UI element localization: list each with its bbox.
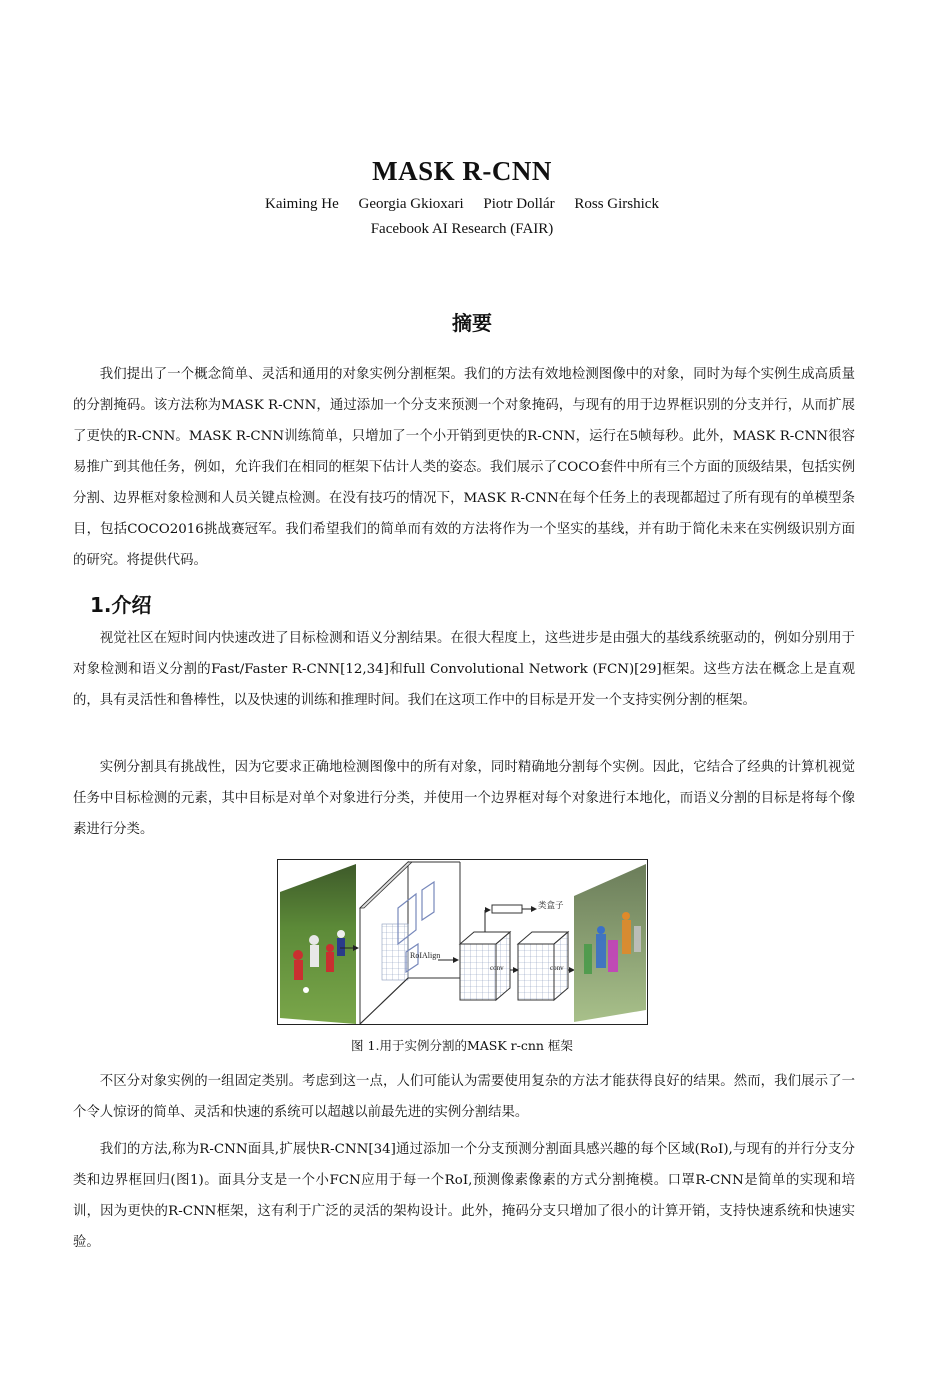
paper-title: MASK R-CNN bbox=[372, 156, 552, 186]
abstract-heading: 摘要 bbox=[452, 311, 492, 335]
abstract-text: 我们提出了一个概念简单、灵活和通用的对象实例分割框架。我们的方法有效地检测图像中的对象，同时为每个实例生成高质量的分割掩码。该方法称为MASK R-CNN，通过添加一个分支来预测一个对象掩码，与现有的用于边界框识别的分支并行，从而扩展了更快的R-CNN。MASK R-CNN训练简单，只增加了一个小开销到更快的R-CNN，运行在5帧每秒。此外，MASK R-CNN很容易推广到其他任务，例如，允许我们在相同的框架下估计人类的姿态。我们展示了COCO套件中所有三个方面的顶级结果，包括实例分割、边界框对象检测和人员关键点检测。在没有技巧的情况下，MASK R-CNN在每个任务上的表现都超过了所有现有的单模型条目，包括COCO2016挑战赛冠军。我们希望我们的简单而有效的方法将作为一个坚实的基线，并有助于简化未来在实例级识别方面的研究。将提供代码。 bbox=[73, 367, 855, 568]
section-heading-introduction: 1.介绍 bbox=[90, 593, 152, 617]
fc-layer bbox=[492, 905, 522, 913]
figure-mask-rcnn-framework bbox=[277, 859, 648, 1025]
intro-paragraph-2: 实例分割具有挑战性，因为它要求正确地检测图像中的所有对象，同时精确地分割每个实例。因此，它结合了经典的计算机视觉任务中目标检测的元素，其中目标是对单个对象进行分类，并使用一个边界框对每个对象进行本地化，而语义分割的目标是将每个像素进行分类。 bbox=[73, 760, 855, 837]
class-box-label: 类盒子 bbox=[538, 901, 564, 911]
author-list bbox=[0, 196, 924, 213]
affiliation: Facebook AI Research (FAIR) bbox=[370, 221, 554, 237]
intro-paragraph-3: 不区分对象实例的一组固定类别。考虑到这一点，人们可能认为需要使用复杂的方法才能获得良好的结果。然而，我们展示了一个令人惊讶的简单、灵活和快速的系统可以超越以前最先进的实例分割结果。 bbox=[73, 1074, 855, 1120]
conv-label-2: conv bbox=[550, 964, 564, 972]
framework-diagram bbox=[278, 860, 647, 1024]
author-name: Kaiming He bbox=[265, 196, 339, 212]
intro-paragraph-1: 视觉社区在短时间内快速改进了目标检测和语义分割结果。在很大程度上，这些进步是由强大的基线系统驱动的，例如分别用于对象检测和语义分割的Fast/Faster R-CNN[12,34]和full Convolutional Network (FCN)[29]框架。这些方法在概念上是直观的，具有灵活性和鲁棒性，以及快速的训练和推理时间。我们在这项工作中的目标是开发一个支持实例分割的框架。 bbox=[73, 631, 855, 708]
author-name: Ross Girshick bbox=[574, 196, 659, 212]
author-name: Piotr Dollár bbox=[483, 196, 555, 212]
output-segmentation-image bbox=[574, 864, 646, 1022]
intro-paragraph-4: 我们的方法,称为R-CNN面具,扩展快R-CNN[34]通过添加一个分支预测分割面具感兴趣的每个区域(RoI),与现有的并行分支分类和边界框回归(图1)。面具分支是一个小FCN应用于每一个RoI,预测像素像素的方式分割掩模。口罩R-CNN是简单的实现和培训，因为更快的R-CNN框架，这有利于广泛的灵活的架构设计。此外，掩码分支只增加了很小的计算开销，支持快速系统和快速实验。 bbox=[73, 1142, 855, 1250]
author-name: Georgia Gkioxari bbox=[358, 196, 464, 212]
input-image bbox=[280, 864, 356, 1024]
figure-caption: 图 1.用于实例分割的MASK r-cnn 框架 bbox=[351, 1038, 573, 1053]
conv-label-1: conv bbox=[490, 964, 504, 972]
backbone-feature-map bbox=[360, 862, 460, 1024]
roialign-label: RoIAlign bbox=[410, 951, 441, 960]
